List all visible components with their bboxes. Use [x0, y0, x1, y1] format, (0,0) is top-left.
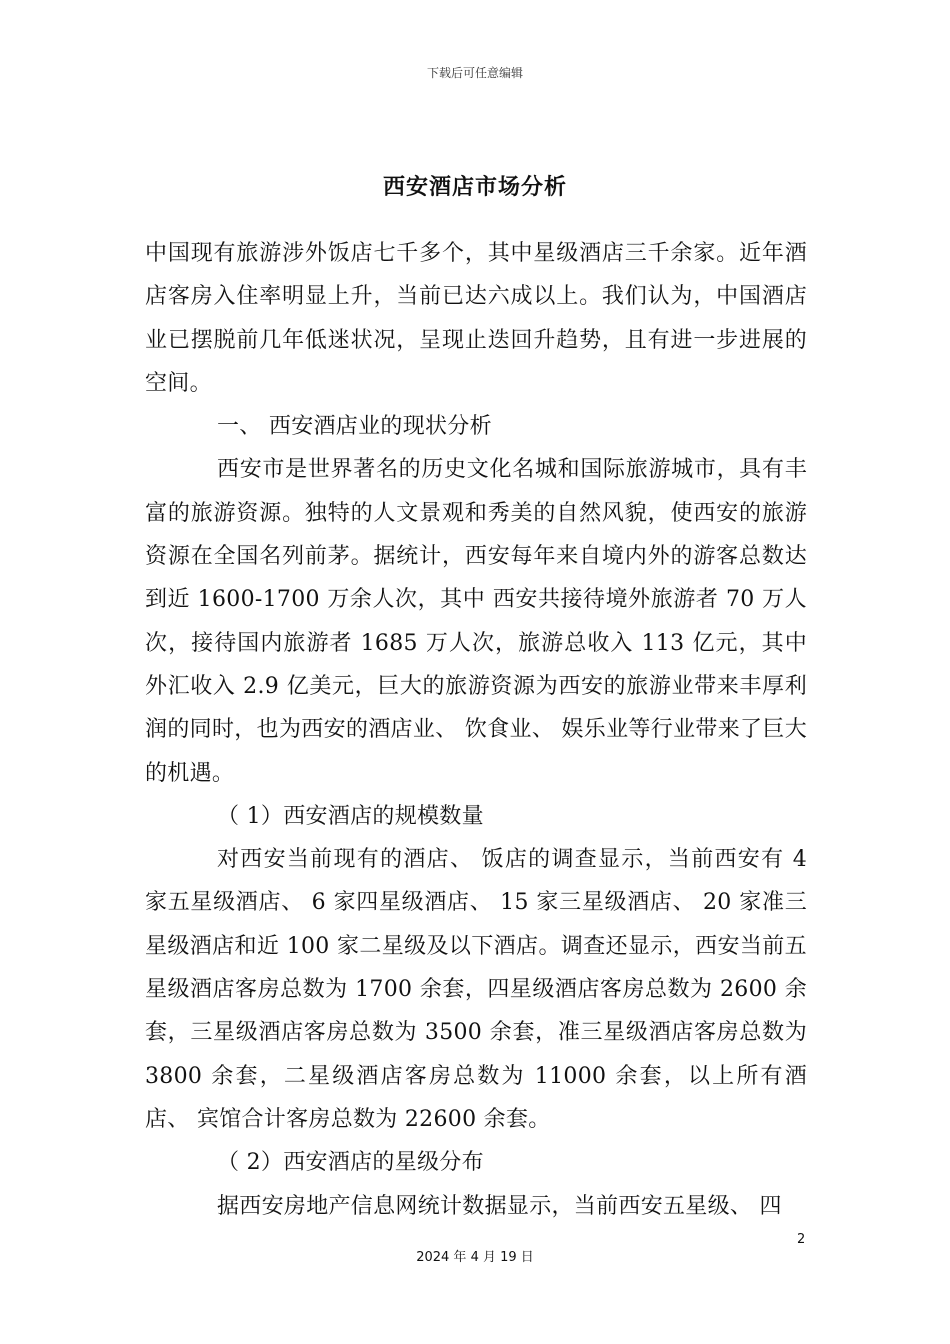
- page-header-note: 下载后可任意编辑: [426, 66, 523, 80]
- overview-paragraph: 西安市是世界著名的历史文化名城和国际旅游城市，具有丰富的旅游资源。独特的人文景观和秀美的自然风貌，使西安的旅游资源在全国名列前茅。据统计，西安每年来自境内外的游客总数达到近 1600-1700 万余人次，其中 西安共接待境外旅游者 70 万人次，接待国内旅游者 1685 万人次，旅游总收入 113 亿元，其中外汇收入 2.9 亿美元，巨大的旅游资源为西安的旅游业带来丰厚利润的同时，也为西安的酒店业、 饮食业、 娱乐业等行业带来了巨大的机遇。: [145, 457, 807, 786]
- subsection-heading-star-distribution: （ 2）西安酒店的星级分布: [217, 1150, 484, 1176]
- document-title: 西安酒店市场分析: [382, 175, 567, 200]
- footer-date: 2024 年 4 月 19 日: [416, 1250, 534, 1265]
- star-distribution-paragraph: 据西安房地产信息网统计数据显示，当前西安五星级、 四: [217, 1193, 782, 1219]
- document-body: [145, 232, 807, 1228]
- scale-paragraph: 对西安当前现有的酒店、 饭店的调查显示，当前西安有 4 家五星级酒店、 6 家四星级酒店、 15 家三星级酒店、 20 家准三星级酒店和近 100 家二星级及以下酒店。调查还显示，西安当前五星级酒店客房总数为 1700 余套，四星级酒店客房总数为 2600 余套，三星级酒店客房总数为 3500 余套，准三星级酒店客房总数为 3800 余套，二星级酒店客房总数为 11000 余套，以上所有酒店、 宾馆合计客房总数为 22600 余套。: [145, 847, 807, 1132]
- subsection-heading-scale: （ 1）西安酒店的规模数量: [217, 803, 484, 829]
- page-number: 2: [797, 1232, 806, 1247]
- section-heading-1: 一、 西安酒店业的现状分析: [217, 414, 492, 440]
- intro-paragraph: 中国现有旅游涉外饭店七千多个，其中星级酒店三千余家。近年酒店客房入住率明显上升，当前已达六成以上。我们认为，中国酒店业已摆脱前几年低迷状况，呈现止迭回升趋势，且有进一步进展的空间。: [145, 241, 807, 396]
